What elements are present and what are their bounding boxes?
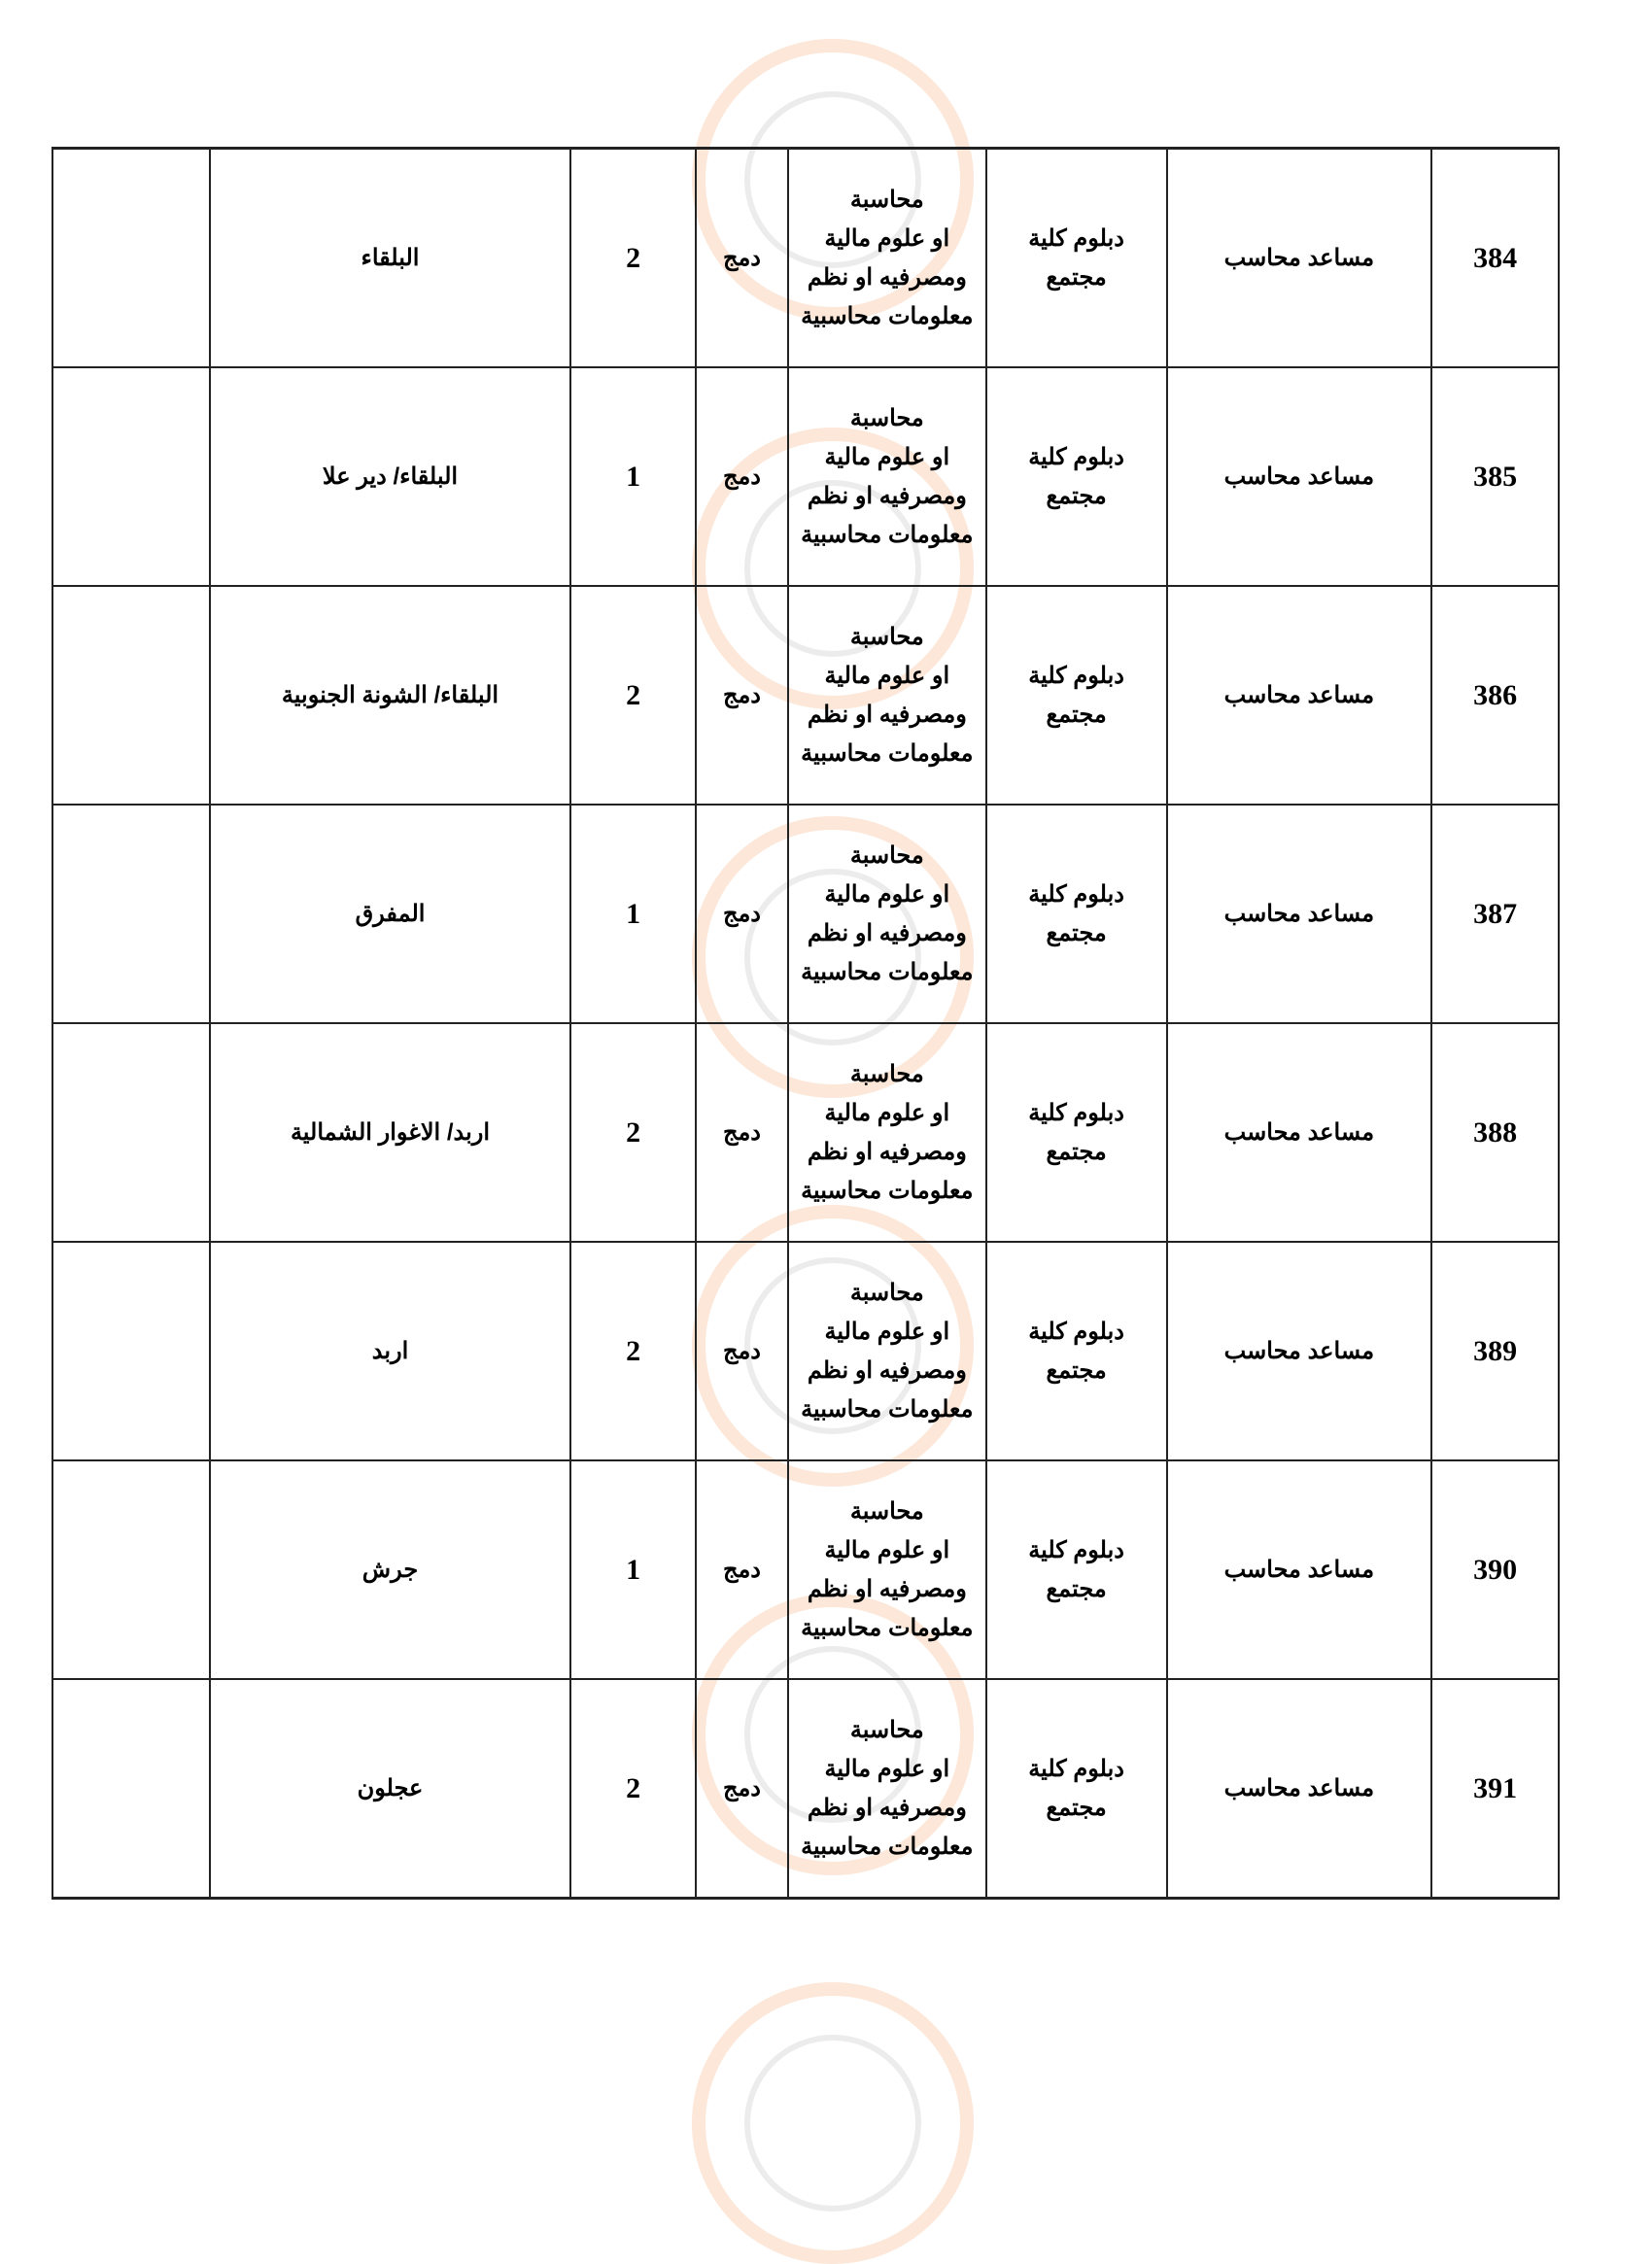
- row-number: 390: [1431, 1460, 1559, 1679]
- row-number: 389: [1431, 1242, 1559, 1460]
- job-title: مساعد محاسب: [1167, 1460, 1432, 1679]
- specialization-line: معلومات محاسبية: [801, 1177, 974, 1204]
- specialization: [788, 805, 986, 1023]
- job-title: مساعد محاسب: [1167, 1242, 1432, 1460]
- specialization-line: او علوم مالية: [824, 1318, 950, 1345]
- specialization-line: ومصرفيه او نظم: [807, 701, 967, 728]
- notes: [52, 1242, 210, 1460]
- specialization: [788, 367, 986, 586]
- jobs-table: [52, 147, 1560, 1900]
- table-row: [52, 586, 1559, 805]
- qualification-line: دبلوم كلية: [1028, 1099, 1124, 1126]
- notes: [52, 1679, 210, 1899]
- vacancy-count: 2: [570, 1023, 696, 1242]
- appointment-type: دمج: [696, 1242, 788, 1460]
- qualification-line: مجتمع: [1046, 701, 1107, 728]
- row-number: 384: [1431, 149, 1559, 368]
- vacancy-count: 1: [570, 1460, 696, 1679]
- notes: [52, 805, 210, 1023]
- qualification: [986, 1679, 1167, 1899]
- vacancy-count: 1: [570, 805, 696, 1023]
- qualification-line: دبلوم كلية: [1028, 662, 1124, 689]
- notes: [52, 1023, 210, 1242]
- qualification: [986, 367, 1167, 586]
- qualification-line: دبلوم كلية: [1028, 1755, 1124, 1782]
- qualification-line: مجتمع: [1046, 1575, 1107, 1602]
- vacancy-count: 2: [570, 149, 696, 368]
- job-title: مساعد محاسب: [1167, 149, 1432, 368]
- specialization-line: معلومات محاسبية: [801, 1833, 974, 1860]
- qualification-line: مجتمع: [1046, 263, 1107, 291]
- job-title: مساعد محاسب: [1167, 1679, 1432, 1899]
- job-title: مساعد محاسب: [1167, 586, 1432, 805]
- job-title: مساعد محاسب: [1167, 805, 1432, 1023]
- specialization-line: او علوم مالية: [824, 1536, 950, 1563]
- specialization-line: معلومات محاسبية: [801, 958, 974, 985]
- notes: [52, 586, 210, 805]
- table-row: [52, 1023, 1559, 1242]
- location: البلقاء: [210, 149, 570, 368]
- specialization-line: ومصرفيه او نظم: [807, 1138, 967, 1165]
- table-row: [52, 367, 1559, 586]
- specialization-line: ومصرفيه او نظم: [807, 263, 967, 291]
- qualification-line: دبلوم كلية: [1028, 443, 1124, 470]
- qualification: [986, 149, 1167, 368]
- vacancy-count: 2: [570, 1679, 696, 1899]
- appointment-type: دمج: [696, 586, 788, 805]
- location: اربد: [210, 1242, 570, 1460]
- table-row: [52, 1460, 1559, 1679]
- watermark-clock-icon: [692, 1982, 974, 2264]
- appointment-type: دمج: [696, 149, 788, 368]
- qualification-line: دبلوم كلية: [1028, 224, 1124, 252]
- qualification-line: دبلوم كلية: [1028, 1318, 1124, 1345]
- job-title: مساعد محاسب: [1167, 367, 1432, 586]
- specialization-line: ومصرفيه او نظم: [807, 1794, 967, 1821]
- appointment-type: دمج: [696, 367, 788, 586]
- specialization-line: او علوم مالية: [824, 662, 950, 689]
- specialization-line: ومصرفيه او نظم: [807, 1575, 967, 1602]
- location: المفرق: [210, 805, 570, 1023]
- qualification-line: مجتمع: [1046, 482, 1107, 509]
- qualification: [986, 1242, 1167, 1460]
- specialization-line: ومصرفيه او نظم: [807, 482, 967, 509]
- qualification: [986, 1023, 1167, 1242]
- qualification-line: دبلوم كلية: [1028, 1536, 1124, 1563]
- specialization: [788, 1460, 986, 1679]
- qualification-line: مجتمع: [1046, 1794, 1107, 1821]
- specialization-line: محاسبة: [849, 186, 924, 213]
- specialization-line: او علوم مالية: [824, 1755, 950, 1782]
- appointment-type: دمج: [696, 1460, 788, 1679]
- row-number: 385: [1431, 367, 1559, 586]
- vacancy-count: 2: [570, 1242, 696, 1460]
- row-number: 391: [1431, 1679, 1559, 1899]
- row-number: 387: [1431, 805, 1559, 1023]
- specialization-line: محاسبة: [849, 1716, 924, 1743]
- table-row: [52, 805, 1559, 1023]
- specialization-line: محاسبة: [849, 1060, 924, 1087]
- appointment-type: دمج: [696, 805, 788, 1023]
- qualification: [986, 1460, 1167, 1679]
- specialization-line: محاسبة: [849, 623, 924, 650]
- notes: [52, 367, 210, 586]
- specialization-line: معلومات محاسبية: [801, 521, 974, 548]
- location: البلقاء/ الشونة الجنوبية: [210, 586, 570, 805]
- notes: [52, 1460, 210, 1679]
- specialization-line: ومصرفيه او نظم: [807, 1356, 967, 1384]
- specialization-line: او علوم مالية: [824, 224, 950, 252]
- specialization: [788, 1679, 986, 1899]
- specialization: [788, 1242, 986, 1460]
- specialization-line: محاسبة: [849, 1279, 924, 1306]
- specialization-line: معلومات محاسبية: [801, 739, 974, 767]
- row-number: 388: [1431, 1023, 1559, 1242]
- qualification: [986, 805, 1167, 1023]
- qualification: [986, 586, 1167, 805]
- location: عجلون: [210, 1679, 570, 1899]
- specialization-line: او علوم مالية: [824, 880, 950, 908]
- specialization-line: او علوم مالية: [824, 443, 950, 470]
- location: جرش: [210, 1460, 570, 1679]
- specialization-line: محاسبة: [849, 1497, 924, 1525]
- qualification-line: مجتمع: [1046, 1356, 1107, 1384]
- appointment-type: دمج: [696, 1679, 788, 1899]
- appointment-type: دمج: [696, 1023, 788, 1242]
- table-row: [52, 1679, 1559, 1899]
- specialization-line: معلومات محاسبية: [801, 302, 974, 329]
- specialization-line: معلومات محاسبية: [801, 1614, 974, 1641]
- vacancy-count: 2: [570, 586, 696, 805]
- specialization-line: محاسبة: [849, 841, 924, 869]
- qualification-line: مجتمع: [1046, 919, 1107, 946]
- job-title: مساعد محاسب: [1167, 1023, 1432, 1242]
- specialization-line: او علوم مالية: [824, 1099, 950, 1126]
- vacancy-count: 1: [570, 367, 696, 586]
- qualification-line: مجتمع: [1046, 1138, 1107, 1165]
- row-number: 386: [1431, 586, 1559, 805]
- specialization-line: ومصرفيه او نظم: [807, 919, 967, 946]
- table-row: [52, 149, 1559, 368]
- location: البلقاء/ دير علا: [210, 367, 570, 586]
- specialization: [788, 1023, 986, 1242]
- specialization-line: محاسبة: [849, 404, 924, 431]
- specialization-line: معلومات محاسبية: [801, 1395, 974, 1423]
- specialization: [788, 149, 986, 368]
- location: اربد/ الاغوار الشمالية: [210, 1023, 570, 1242]
- notes: [52, 149, 210, 368]
- qualification-line: دبلوم كلية: [1028, 880, 1124, 908]
- specialization: [788, 586, 986, 805]
- table-row: [52, 1242, 1559, 1460]
